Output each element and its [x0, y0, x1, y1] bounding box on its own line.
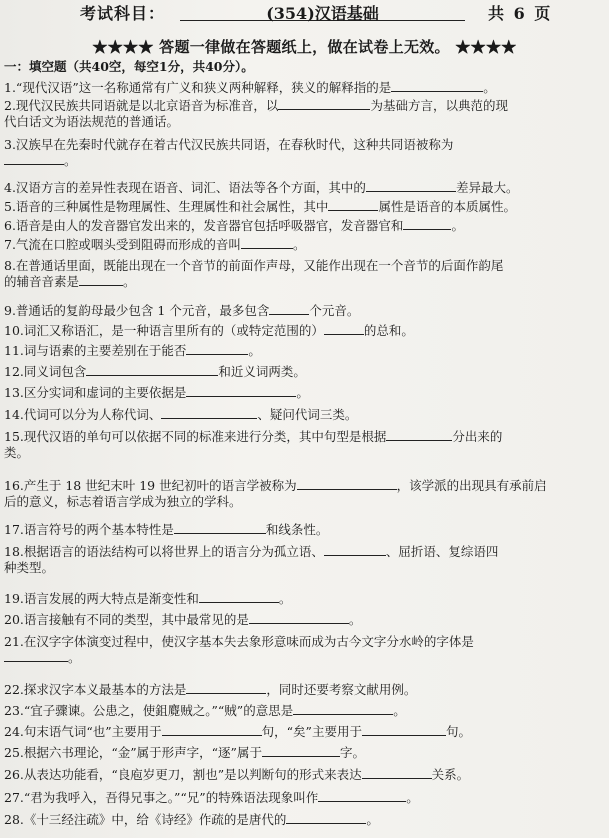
question-4: [4, 180, 602, 196]
question-21: [4, 634, 602, 666]
question-text: 。: [366, 812, 379, 827]
question-text: ，同时还要考察文献用例。: [266, 682, 417, 697]
question-text: 25.根据六书理论，“金”属于形声字，“逐”属于: [4, 745, 262, 760]
answer-blank: [324, 323, 364, 335]
question-text: 种类型。: [4, 560, 55, 575]
question-text: 12.同义词包含: [4, 364, 87, 379]
question-text: ，该学派的出现具有承前启: [396, 478, 547, 493]
question-text: 。: [406, 790, 419, 805]
question-text: 为基础方言，以典范的现: [370, 98, 508, 113]
question-text: 19.语言发展的两大特点是渐变性和: [4, 591, 199, 606]
answer-blank: [297, 478, 397, 490]
question-text: 。: [483, 80, 496, 95]
answer-blank: [262, 745, 340, 757]
question-text: 和线条性。: [265, 522, 329, 537]
answer-blank: [186, 343, 248, 355]
answer-blank: [328, 199, 378, 211]
question-3: [4, 137, 602, 169]
question-14: [4, 407, 602, 423]
answer-blank: [286, 812, 366, 824]
question-text: 类。: [4, 445, 30, 460]
notice-banner: ★★★★ 答题一律做在答题纸上，做在试卷上无效。 ★★★★: [92, 38, 517, 56]
answer-blank: [318, 790, 406, 802]
question-text: 。: [68, 650, 81, 665]
question-19: [4, 591, 602, 607]
question-text: 26.从表达功能看，“良庖岁更刀，割也”是以判断句的形式来表达: [4, 767, 362, 782]
exam-header: [0, 0, 609, 26]
answer-blank: [391, 80, 483, 92]
question-text: 。: [278, 591, 292, 606]
question-text: 后的意义，标志着语言学成为独立的学科。: [4, 494, 242, 509]
question-text: 。: [248, 343, 261, 358]
question-text: 和近义词两类。: [218, 364, 306, 379]
answer-blank: [186, 682, 266, 694]
question-text: 10.词汇又称语汇，是一种语言里所有的（或特定范围的）: [4, 323, 324, 338]
answer-blank: [269, 303, 309, 315]
question-24: [4, 724, 602, 740]
question-text: 13.区分实词和虚词的主要依据是: [4, 385, 187, 400]
question-10: [4, 323, 602, 339]
question-text: 9.普通话的复韵母最少包含 1 个元音，最多包含: [4, 303, 270, 318]
question-text: 15.现代汉语的单句可以依据不同的标准来进行分类，其中句型是根据: [4, 429, 387, 444]
question-text: 。: [123, 274, 136, 289]
answer-blank: [174, 522, 266, 534]
question-text: 17.语言符号的两个基本特性是: [4, 522, 174, 537]
question-18: [4, 544, 602, 576]
question-13: [4, 385, 602, 401]
answer-blank: [161, 407, 257, 419]
subject-label: 考试科目：: [80, 4, 166, 23]
section-title: 一：填空题（共40空，每空1分，共40分）。: [4, 59, 254, 74]
answer-blank: [324, 544, 386, 556]
question-16: [4, 478, 602, 510]
question-text: 16.产生于 18 世纪末叶 19 世纪初叶的语言学被称为: [4, 478, 297, 493]
question-6: [4, 218, 602, 234]
question-text: 分出来的: [452, 429, 503, 444]
question-26: [4, 767, 602, 783]
question-25: [4, 745, 602, 761]
question-11: [4, 343, 602, 359]
question-text: 8.在普通话里面，既能出现在一个音节的前面作声母，又能作出现在一个音节的后面作韵尾: [4, 258, 504, 273]
question-text: 字。: [339, 745, 365, 760]
question-23: [4, 703, 602, 719]
question-text: 4.汉语方言的差异性表现在语音、词汇、语法等各个方面，其中的: [4, 180, 366, 195]
question-text: 个元音。: [309, 303, 360, 318]
question-text: 6.语音是由人的发音器官发出来的，发音器官包括呼吸器官，发音器官和: [4, 218, 404, 233]
question-9: [4, 303, 602, 319]
question-2: [4, 98, 602, 130]
question-28: [4, 812, 602, 828]
question-text: 20.语言接触有不同的类型，其中最常见的是: [4, 612, 249, 627]
question-text: 2.现代汉民族共同语就是以北京语音为标准音，以: [4, 98, 279, 113]
question-5: [4, 199, 602, 215]
answer-blank: [79, 274, 123, 286]
question-text: 的总和。: [363, 323, 414, 338]
answer-blank: [162, 724, 262, 736]
answer-blank: [293, 703, 393, 715]
answer-blank: [403, 218, 451, 230]
answer-blank: [362, 767, 432, 779]
question-text: 18.根据语言的语法结构可以将世界上的语言分为孤立语、: [4, 544, 324, 559]
question-text: 11.词与语素的主要差别在于能否: [4, 343, 187, 358]
question-text: 28.《十三经注疏》中，给《诗经》作疏的是唐代的: [4, 812, 287, 827]
answer-blank: [249, 612, 349, 624]
question-text: 。: [296, 385, 309, 400]
question-text: 24.句末语气词“也”主要用于: [4, 724, 162, 739]
question-17: [4, 522, 602, 538]
question-text: 27.“君为我呼入，吾得兄事之。”“兄”的特殊语法现象叫作: [4, 790, 319, 805]
question-22: [4, 682, 602, 698]
question-text: 。: [64, 153, 77, 168]
question-1: [4, 80, 602, 96]
question-text: 3.汉族早在先秦时代就存在着古代汉民族共同语，在春秋时代，这种共同语被称为: [4, 137, 454, 152]
answer-blank: [366, 180, 456, 192]
answer-blank: [386, 429, 452, 441]
question-text: 。: [292, 237, 306, 252]
answer-blank: [241, 237, 293, 249]
question-text: 代白话文为语法规范的普通话。: [4, 114, 180, 129]
question-text: 21.在汉字字体演变过程中，使汉字基本失去象形意味而成为古今文字分水岭的字体是: [4, 634, 474, 649]
answer-blank: [4, 650, 68, 662]
question-text: 关系。: [431, 767, 470, 782]
answer-blank: [186, 385, 296, 397]
subject-name: (354)汉语基础: [266, 4, 379, 23]
question-20: [4, 612, 602, 628]
question-text: 差异最大。: [455, 180, 519, 195]
question-text: 句，“矣”主要用于: [261, 724, 362, 739]
answer-blank: [278, 98, 370, 110]
answer-blank: [86, 364, 218, 376]
question-text: 5.语音的三种属性是物理属性、生理属性和社会属性，其中: [4, 199, 329, 214]
answer-blank: [4, 153, 64, 165]
answer-blank: [199, 591, 279, 603]
question-text: 7.气流在口腔或咽头受到阻碍而形成的音叫: [4, 237, 241, 252]
page-count: 共 6 页: [488, 4, 553, 23]
question-15: [4, 429, 602, 461]
question-text: 。: [393, 703, 406, 718]
question-text: 。: [348, 612, 362, 627]
question-text: 23.“宜子骤谏。公患之，使鉏麑贼之。”“贼”的意思是: [4, 703, 294, 718]
question-text: 22.探求汉字本义最基本的方法是: [4, 682, 187, 697]
question-text: 、屈折语、复综语四: [385, 544, 499, 559]
question-text: 、疑问代词三类。: [257, 407, 358, 422]
question-7: [4, 237, 602, 253]
question-text: 属性是语音的本质属性。: [378, 199, 516, 214]
question-text: 句。: [445, 724, 471, 739]
question-text: 。: [451, 218, 464, 233]
question-text: 的辅音音素是: [4, 274, 80, 289]
question-12: [4, 364, 602, 380]
question-text: 1.“现代汉语”这一名称通常有广义和狭义两种解释，狭义的解释指的是: [4, 80, 392, 95]
question-8: [4, 258, 602, 290]
answer-blank: [362, 724, 446, 736]
question-27: [4, 790, 602, 806]
question-text: 14.代词可以分为人称代词、: [4, 407, 162, 422]
